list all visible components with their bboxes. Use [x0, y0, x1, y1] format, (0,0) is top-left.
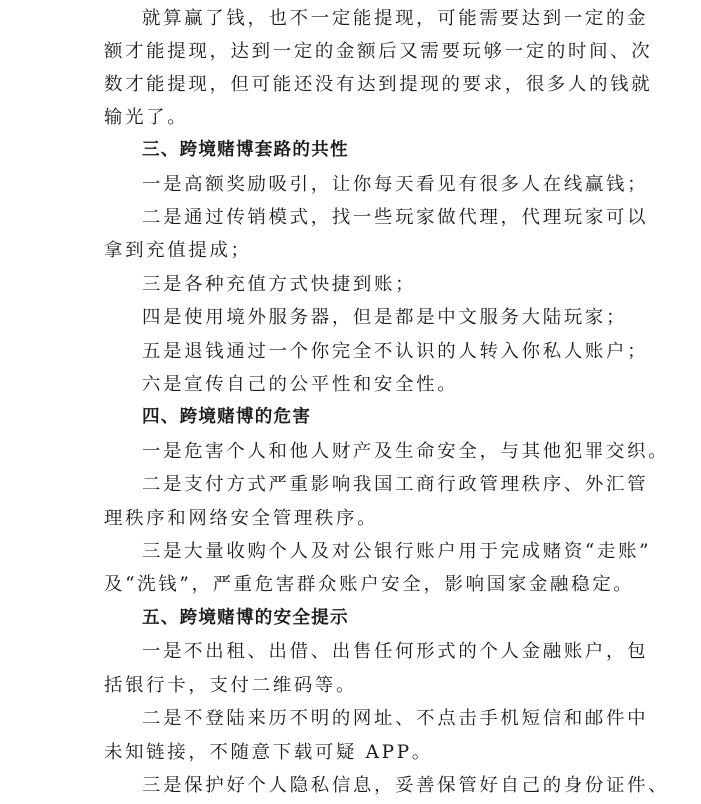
paragraph-line: 输光了。 [104, 107, 189, 128]
paragraph-line: 数才能提现，但可能还没有达到提现的要求，很多人的钱就 [104, 74, 653, 95]
paragraph-line: 括银行卡，支付二维码等。 [104, 675, 358, 696]
paragraph-line: 四是使用境外服务器，但是都是中文服务大陆玩家； [142, 307, 628, 328]
paragraph-line: 理秩序和网络安全管理秩序。 [104, 508, 379, 529]
paragraph-line: 二是通过传销模式，找一些玩家做代理，代理玩家可以 [142, 207, 649, 228]
paragraph-line: 未知链接，不随意下载可疑 APP。 [104, 742, 433, 763]
section-heading-5: 五、跨境赌博的安全提示 [142, 608, 349, 628]
paragraph-line: 六是宣传自己的公平性和安全性。 [142, 374, 459, 395]
paragraph-line: 三是保护好个人隐私信息，妥善保管好自己的身份证件、 [142, 775, 670, 796]
paragraph-line: 三是各种充值方式快捷到账； [142, 274, 417, 295]
paragraph-line: 二是不登陆来历不明的网址、不点击手机短信和邮件中 [142, 708, 649, 729]
section-heading-3: 三、跨境赌博套路的共性 [142, 140, 349, 160]
paragraph-line: 一是高额奖励吸引，让你每天看见有很多人在线赢钱； [142, 174, 649, 195]
paragraph-line: 二是支付方式严重影响我国工商行政管理秩序、外汇管 [142, 474, 649, 495]
paragraph-line: 额才能提现，达到一定的金额后又需要玩够一定的时间、次 [104, 41, 653, 62]
paragraph-line: 就算赢了钱，也不一定能提现，可能需要达到一定的金 [142, 8, 649, 29]
paragraph-line: 一是危害个人和他人财产及生命安全，与其他犯罪交织。 [142, 441, 670, 462]
section-heading-4: 四、跨境赌博的危害 [142, 407, 312, 427]
paragraph-line: 五是退钱通过一个你完全不认识的人转入你私人账户； [142, 341, 649, 362]
paragraph-line: 拿到充值提成； [104, 240, 252, 261]
paragraph-line: 一是不出租、出借、出售任何形式的个人金融账户，包 [142, 641, 649, 662]
paragraph-line: 三是大量收购个人及对公银行账户用于完成赌资“走账” [142, 541, 652, 562]
paragraph-line: 及“洗钱”，严重危害群众账户安全，影响国家金融稳定。 [104, 574, 635, 595]
